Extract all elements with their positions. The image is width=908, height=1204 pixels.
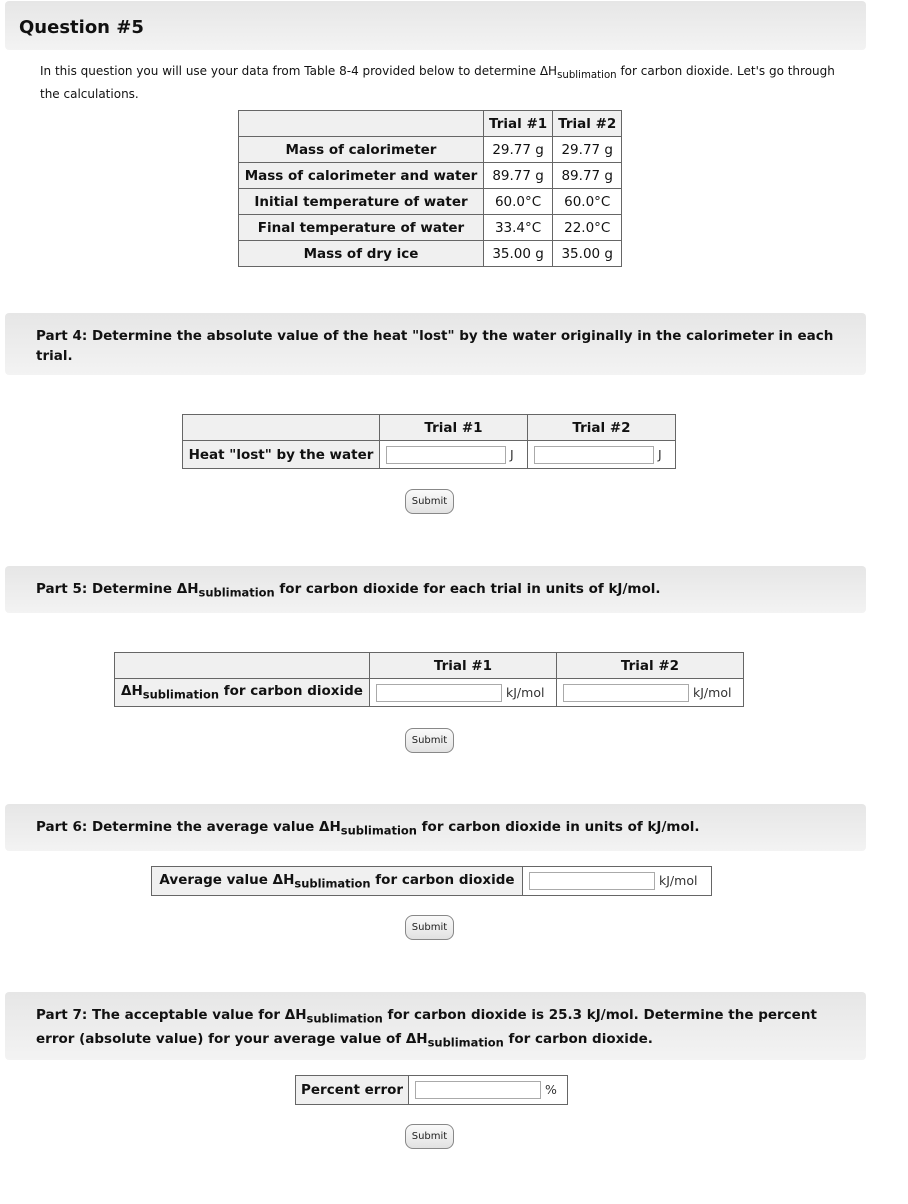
cell: 89.77 g (484, 163, 553, 189)
trial2-heat-input[interactable] (534, 446, 654, 464)
part6-table (151, 866, 712, 896)
subscript: sublimation (427, 1035, 504, 1050)
header-trial-2: Trial #2 (553, 111, 622, 137)
unit-label: kJ/mol (506, 684, 545, 700)
delta-h: ΔH (272, 871, 295, 888)
data-table (238, 110, 622, 267)
table-row (239, 137, 622, 163)
title-part: Part 5: Determine (36, 581, 177, 597)
question-title: Question #5 (19, 17, 144, 38)
label-part: Average value (159, 871, 273, 888)
table-row (239, 215, 622, 241)
delta-h: ΔH (121, 683, 143, 700)
table-row (239, 189, 622, 215)
question-header (5, 1, 866, 50)
part5-submit-button[interactable]: Submit (405, 728, 454, 753)
cell: 35.00 g (484, 241, 553, 267)
row-label (115, 679, 370, 707)
row-label: Heat "lost" by the water (183, 441, 380, 469)
header-trial-2: Trial #2 (528, 415, 676, 441)
part4-title: Part 4: Determine the absolute value of the heat "lost" by the water originally in the calorimeter in each trial. (36, 328, 834, 364)
part6-submit-button[interactable]: Submit (405, 915, 454, 940)
delta-h: ΔH (284, 1007, 307, 1023)
cell: 29.77 g (484, 137, 553, 163)
part4-table (182, 414, 676, 469)
subscript: sublimation (142, 687, 219, 702)
subscript: sublimation (306, 1011, 383, 1026)
title-part: for carbon dioxide. (503, 1031, 653, 1048)
delta-h: ΔH (176, 581, 199, 597)
part5-table (114, 652, 744, 707)
header-trial-1: Trial #1 (370, 653, 557, 679)
intro-part: for carbon dioxide. Let's go through the calculations. (40, 64, 835, 102)
part7-table (295, 1075, 568, 1105)
label-part: for carbon dioxide (219, 683, 363, 700)
row-label: Initial temperature of water (239, 189, 484, 215)
unit-label: J (658, 446, 662, 462)
title-part: for carbon dioxide for each trial in units of kJ/mol. (274, 581, 661, 597)
row-label: Mass of calorimeter (239, 137, 484, 163)
title-part: Part 7: The acceptable value for (36, 1007, 285, 1023)
part5-title (36, 579, 846, 602)
row-label (152, 867, 523, 896)
subscript: sublimation (340, 823, 417, 838)
average-dh-input[interactable] (529, 872, 655, 890)
unit-label: J (510, 446, 514, 462)
delta-h: ΔH (319, 819, 341, 835)
intro-part: In this question you will use your data from Table 8-4 provided below to determine (40, 64, 540, 78)
subscript: sublimation (198, 585, 275, 600)
title-part: Part 6: Determine the average value (36, 819, 320, 835)
cell: 35.00 g (553, 241, 622, 267)
delta-h: ΔH (539, 64, 558, 78)
intro-text (40, 62, 840, 104)
part6-title (36, 817, 846, 840)
cell: 60.0°C (484, 189, 553, 215)
cell: 89.77 g (553, 163, 622, 189)
trial2-dh-input[interactable] (563, 684, 689, 702)
row-label: Mass of dry ice (239, 241, 484, 267)
header-blank (115, 653, 370, 679)
header-blank (183, 415, 380, 441)
part7-title (36, 1005, 846, 1054)
table-row (239, 163, 622, 189)
trial1-dh-input[interactable] (376, 684, 502, 702)
part7-submit-button[interactable]: Submit (405, 1124, 454, 1149)
trial1-heat-input[interactable] (386, 446, 506, 464)
cell: 60.0°C (553, 189, 622, 215)
label-part: for carbon dioxide (370, 871, 515, 888)
row-label: Final temperature of water (239, 215, 484, 241)
header-trial-1: Trial #1 (380, 415, 528, 441)
part4-submit-button[interactable]: Submit (405, 489, 454, 514)
unit-label: kJ/mol (693, 684, 732, 700)
header-trial-1: Trial #1 (484, 111, 553, 137)
part6-header (5, 804, 866, 851)
delta-h: ΔH (405, 1031, 428, 1048)
cell: 29.77 g (553, 137, 622, 163)
part5-header (5, 566, 866, 613)
percent-error-input[interactable] (415, 1081, 541, 1099)
title-part: for carbon dioxide in units of kJ/mol. (416, 819, 700, 835)
title-part: for carbon dioxide is 25.3 kJ/mol. Determine the percent error (absolute value) for your average value of (36, 1007, 817, 1048)
header-trial-2: Trial #2 (557, 653, 744, 679)
part4-header (5, 313, 866, 375)
unit-label: kJ/mol (659, 873, 698, 888)
cell: 33.4°C (484, 215, 553, 241)
cell: 22.0°C (553, 215, 622, 241)
subscript: sublimation (294, 876, 371, 891)
row-label: Percent error (296, 1076, 409, 1105)
part7-header (5, 992, 866, 1060)
table-row (239, 241, 622, 267)
unit-label: % (545, 1082, 557, 1097)
header-blank (239, 111, 484, 137)
row-label: Mass of calorimeter and water (239, 163, 484, 189)
subscript: sublimation (557, 70, 617, 82)
